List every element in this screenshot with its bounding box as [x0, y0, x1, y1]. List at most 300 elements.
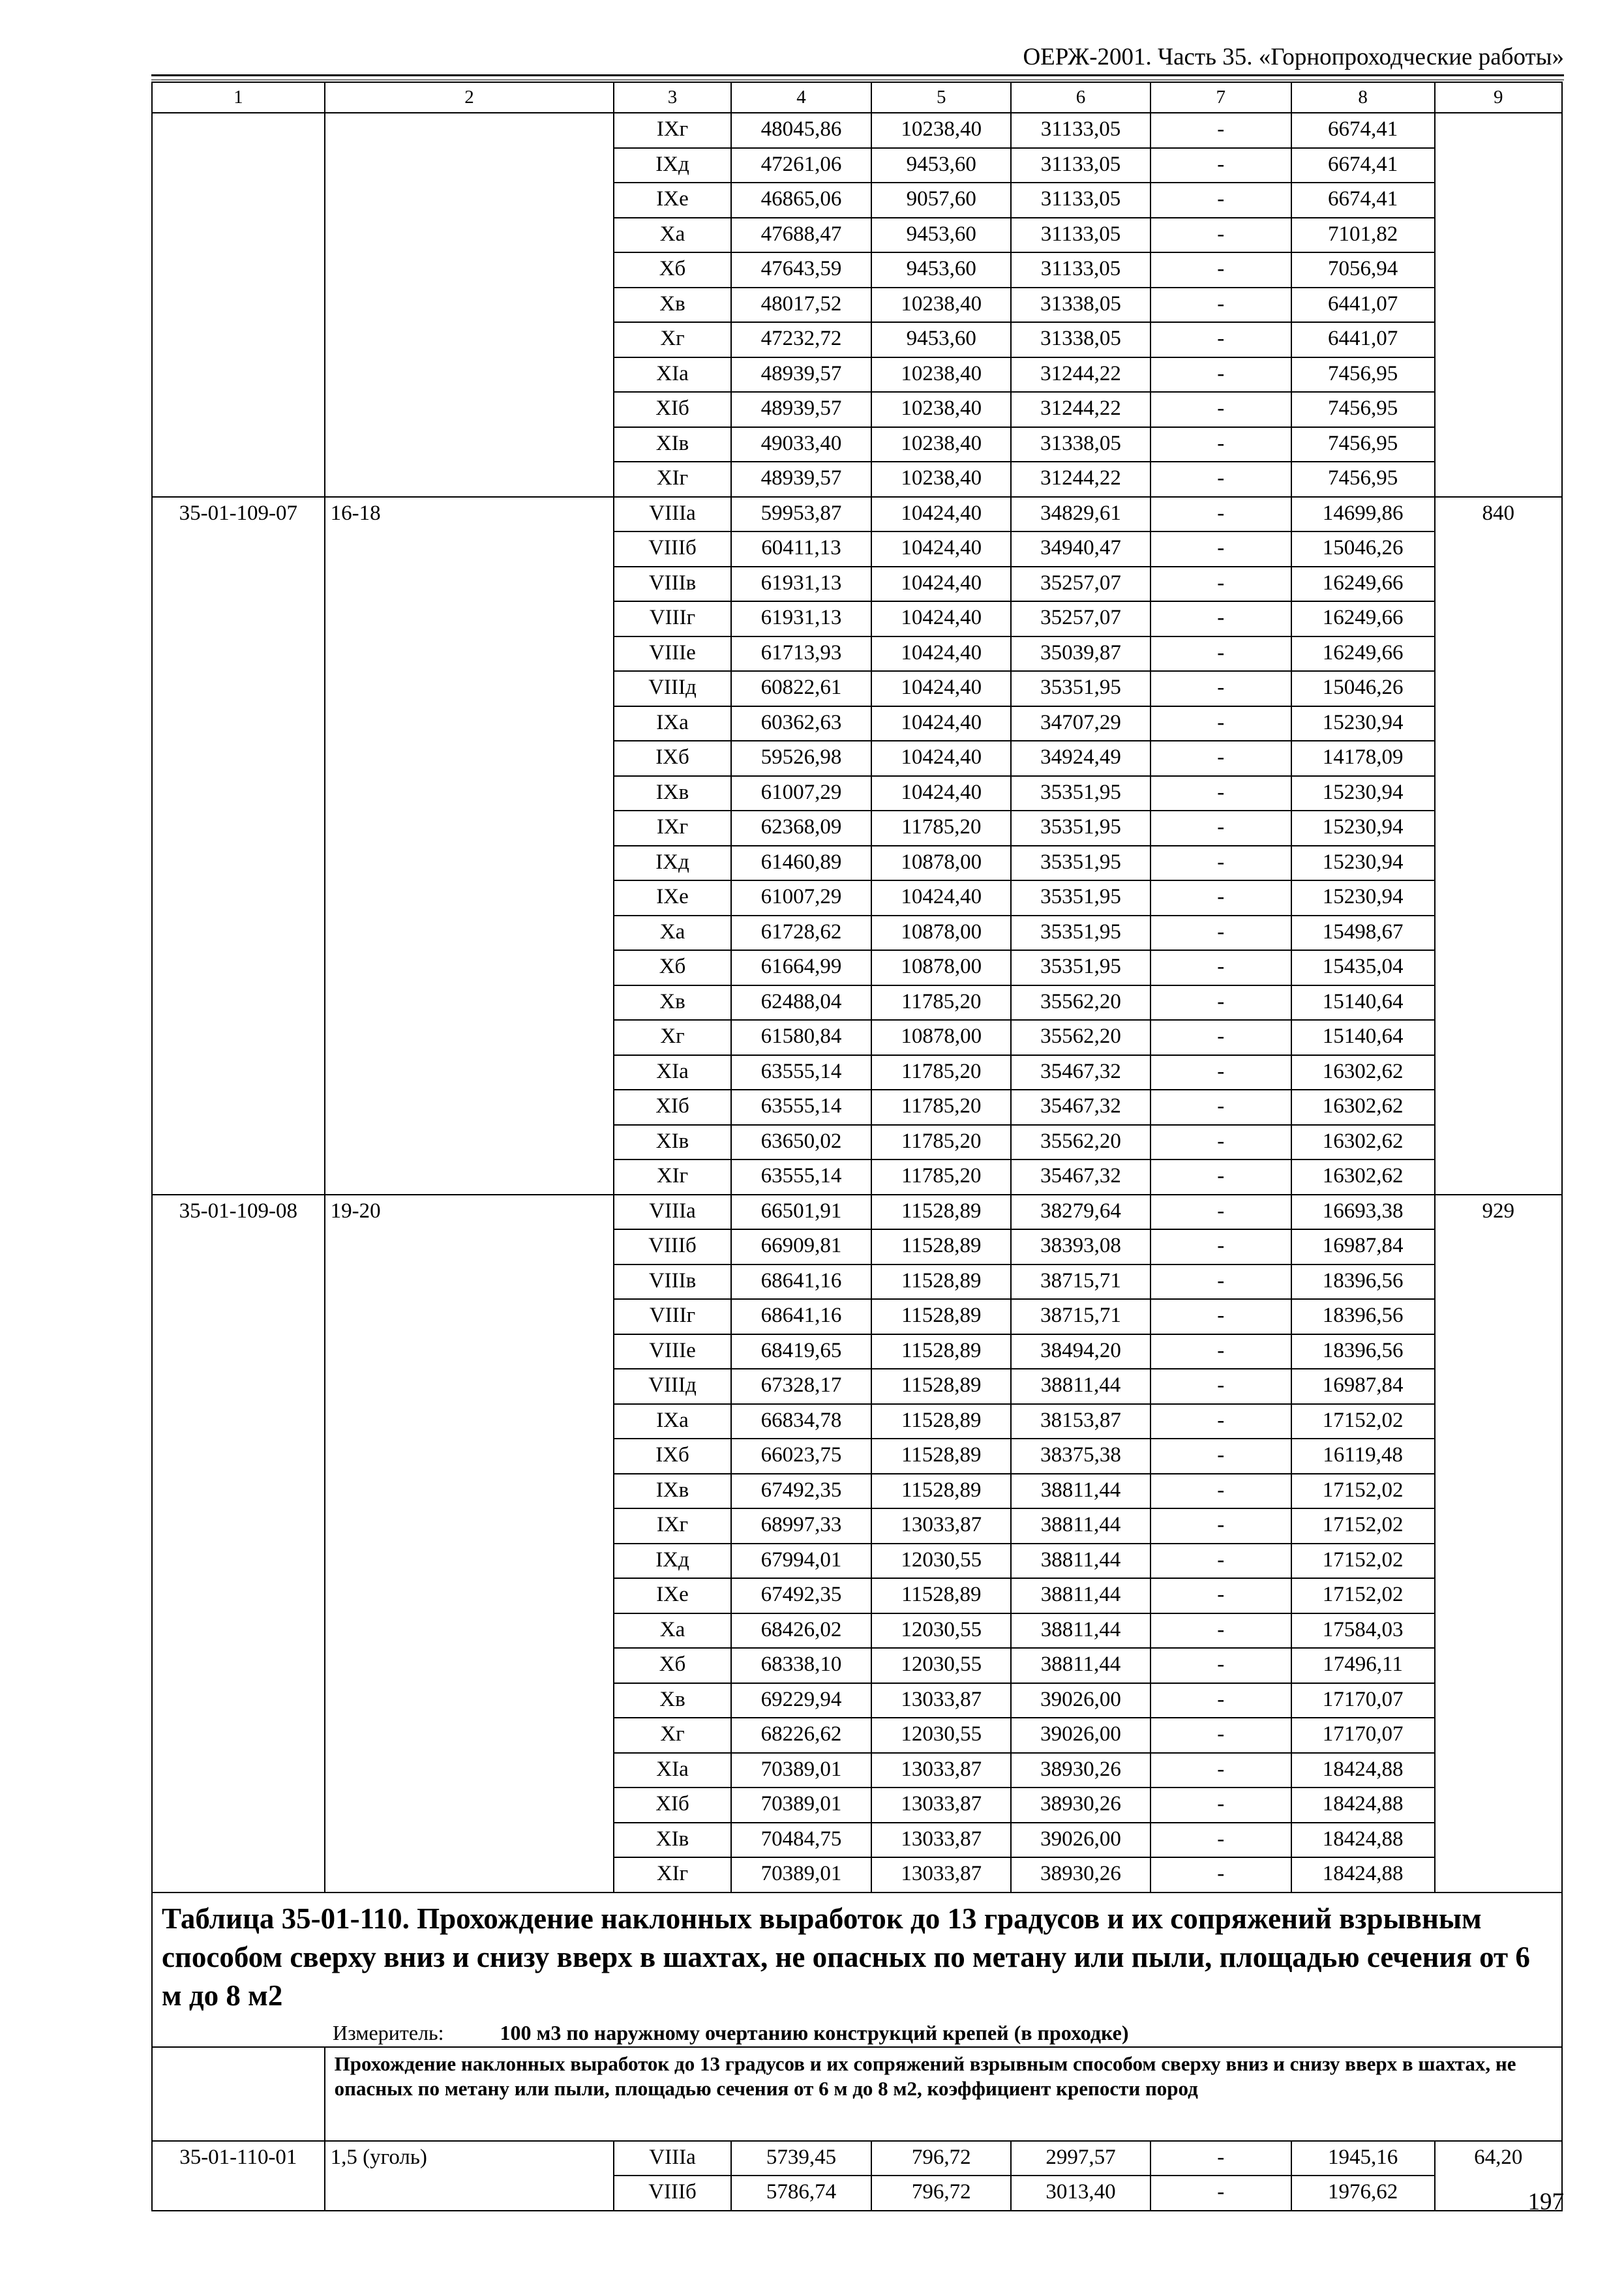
- section-class-cell: IXб: [614, 741, 730, 776]
- machines-cell: 34829,61: [1011, 497, 1150, 532]
- materials-cost-cell: 16249,66: [1291, 601, 1435, 636]
- wages-cell: 796,72: [871, 2141, 1011, 2176]
- machinists-wages-cell: -: [1150, 1195, 1291, 1230]
- machines-cell: 31133,05: [1011, 148, 1150, 183]
- wages-cell: 13033,87: [871, 1508, 1011, 1544]
- section-class-cell: IXе: [614, 880, 730, 916]
- machinists-wages-cell: -: [1150, 462, 1291, 497]
- table-row: [152, 2141, 1562, 2176]
- materials-cost-cell: 18424,88: [1291, 1823, 1435, 1858]
- section-class-cell: Xб: [614, 1648, 730, 1683]
- total-cost-cell: 60822,61: [731, 671, 872, 706]
- total-cost-cell: 61931,13: [731, 601, 872, 636]
- materials-cost-cell: 18424,88: [1291, 1753, 1435, 1788]
- materials-cost-cell: 15435,04: [1291, 950, 1435, 985]
- materials-cost-cell: 15230,94: [1291, 706, 1435, 741]
- section-class-cell: XIб: [614, 392, 730, 427]
- total-cost-cell: 46865,06: [731, 183, 872, 218]
- table-title-row: [152, 1893, 1562, 2047]
- wages-cell: 11785,20: [871, 1159, 1011, 1195]
- machinists-wages-cell: -: [1150, 950, 1291, 985]
- materials-cost-cell: 15046,26: [1291, 671, 1435, 706]
- total-cost-cell: 66909,81: [731, 1229, 872, 1264]
- wages-cell: 11785,20: [871, 1055, 1011, 1090]
- wages-cell: 11528,89: [871, 1474, 1011, 1509]
- total-cost-cell: 61664,99: [731, 950, 872, 985]
- section-class-cell: Xб: [614, 252, 730, 288]
- total-cost-cell: 68419,65: [731, 1334, 872, 1369]
- section-class-cell: IXб: [614, 1439, 730, 1474]
- machinists-wages-cell: -: [1150, 601, 1291, 636]
- total-cost-cell: 47261,06: [731, 148, 872, 183]
- machinists-wages-cell: -: [1150, 1439, 1291, 1474]
- materials-cost-cell: 17496,11: [1291, 1648, 1435, 1683]
- total-cost-cell: 68426,02: [731, 1613, 872, 1649]
- total-cost-cell: 48045,86: [731, 113, 872, 148]
- machinists-wages-cell: -: [1150, 392, 1291, 427]
- machinists-wages-cell: -: [1150, 1055, 1291, 1090]
- materials-cost-cell: 18396,56: [1291, 1334, 1435, 1369]
- wages-cell: 10878,00: [871, 916, 1011, 951]
- materials-cost-cell: 17152,02: [1291, 1544, 1435, 1579]
- machines-cell: 38811,44: [1011, 1648, 1150, 1683]
- total-cost-cell: 67492,35: [731, 1578, 872, 1613]
- machines-cell: 38811,44: [1011, 1613, 1150, 1649]
- machinists-wages-cell: -: [1150, 252, 1291, 288]
- total-cost-cell: 62368,09: [731, 811, 872, 846]
- materials-cost-cell: 16302,62: [1291, 1125, 1435, 1160]
- section-class-cell: IXе: [614, 1578, 730, 1613]
- materials-cost-cell: 17152,02: [1291, 1508, 1435, 1544]
- machines-cell: 38930,26: [1011, 1857, 1150, 1893]
- materials-cost-cell: 16119,48: [1291, 1439, 1435, 1474]
- wages-cell: 10238,40: [871, 288, 1011, 323]
- materials-cost-cell: 18396,56: [1291, 1299, 1435, 1334]
- machinists-wages-cell: -: [1150, 671, 1291, 706]
- wages-cell: 11528,89: [871, 1369, 1011, 1404]
- rate-code-cell: 35-01-110-01: [152, 2141, 325, 2211]
- wages-cell: 10878,00: [871, 1020, 1011, 1055]
- section-class-cell: IXв: [614, 776, 730, 811]
- column-number: 9: [1435, 82, 1563, 113]
- wages-cell: 12030,55: [871, 1613, 1011, 1649]
- machinists-wages-cell: -: [1150, 2141, 1291, 2176]
- machines-cell: 38494,20: [1011, 1334, 1150, 1369]
- wages-cell: 10238,40: [871, 427, 1011, 462]
- machines-cell: 35562,20: [1011, 1125, 1150, 1160]
- column-number: 8: [1291, 82, 1435, 113]
- labor-cost-cell: 64,20: [1435, 2141, 1563, 2211]
- materials-cost-cell: 16302,62: [1291, 1090, 1435, 1125]
- rate-code-cell: 35-01-109-08: [152, 1195, 325, 1893]
- machines-cell: 38715,71: [1011, 1299, 1150, 1334]
- table-title: Таблица 35-01-110. Прохождение наклонных выработок до 13 градусов и их сопряжений взрывным способом сверху вниз и снизу вверх в шахтах, не опасных по метану или пыли, площадью сечения от 6 м до 8 м2: [162, 1902, 1530, 2012]
- machines-cell: 38153,87: [1011, 1404, 1150, 1439]
- total-cost-cell: 70389,01: [731, 1857, 872, 1893]
- unit-label: Измеритель:: [333, 2020, 444, 2044]
- total-cost-cell: 67328,17: [731, 1369, 872, 1404]
- total-cost-cell: 67994,01: [731, 1544, 872, 1579]
- section-class-cell: Xг: [614, 1718, 730, 1753]
- rock-category-cell: 16-18: [325, 497, 614, 1195]
- machinists-wages-cell: -: [1150, 1648, 1291, 1683]
- materials-cost-cell: 16987,84: [1291, 1369, 1435, 1404]
- section-class-cell: IXе: [614, 183, 730, 218]
- column-number-row: [152, 82, 1562, 113]
- materials-cost-cell: 17152,02: [1291, 1578, 1435, 1613]
- table-row: [152, 1195, 1562, 1230]
- wages-cell: 10238,40: [871, 462, 1011, 497]
- wages-cell: 10424,40: [871, 880, 1011, 916]
- materials-cost-cell: 18396,56: [1291, 1264, 1435, 1300]
- machines-cell: 2997,57: [1011, 2141, 1150, 2176]
- column-number: 2: [325, 82, 614, 113]
- materials-cost-cell: 14699,86: [1291, 497, 1435, 532]
- total-cost-cell: 47688,47: [731, 218, 872, 253]
- wages-cell: 11785,20: [871, 1090, 1011, 1125]
- labor-cost-cell: 929: [1435, 1195, 1563, 1893]
- section-class-cell: XIг: [614, 462, 730, 497]
- materials-cost-cell: 15046,26: [1291, 531, 1435, 567]
- section-class-cell: IXг: [614, 113, 730, 148]
- wages-cell: 13033,87: [871, 1823, 1011, 1858]
- section-class-cell: Xв: [614, 985, 730, 1021]
- total-cost-cell: 70484,75: [731, 1823, 872, 1858]
- machines-cell: 31133,05: [1011, 252, 1150, 288]
- machines-cell: 31338,05: [1011, 322, 1150, 357]
- machinists-wages-cell: -: [1150, 1229, 1291, 1264]
- total-cost-cell: 63555,14: [731, 1055, 872, 1090]
- wages-cell: 10238,40: [871, 357, 1011, 393]
- wages-cell: 10424,40: [871, 601, 1011, 636]
- wages-cell: 11528,89: [871, 1299, 1011, 1334]
- section-class-cell: VIIIе: [614, 636, 730, 672]
- wages-cell: 10424,40: [871, 636, 1011, 672]
- machinists-wages-cell: -: [1150, 636, 1291, 672]
- machines-cell: 38930,26: [1011, 1788, 1150, 1823]
- total-cost-cell: 69229,94: [731, 1683, 872, 1718]
- machines-cell: 34940,47: [1011, 531, 1150, 567]
- total-cost-cell: 68997,33: [731, 1508, 872, 1544]
- machines-cell: 35351,95: [1011, 950, 1150, 985]
- materials-cost-cell: 16987,84: [1291, 1229, 1435, 1264]
- total-cost-cell: 66834,78: [731, 1404, 872, 1439]
- wages-cell: 11528,89: [871, 1229, 1011, 1264]
- machinists-wages-cell: -: [1150, 1299, 1291, 1334]
- table-body: [152, 82, 1562, 2211]
- machines-cell: 38811,44: [1011, 1508, 1150, 1544]
- machines-cell: 35467,32: [1011, 1055, 1150, 1090]
- machines-cell: 35257,07: [1011, 567, 1150, 602]
- machines-cell: 38811,44: [1011, 1544, 1150, 1579]
- materials-cost-cell: 15140,64: [1291, 1020, 1435, 1055]
- wages-cell: 9453,60: [871, 252, 1011, 288]
- machines-cell: 38375,38: [1011, 1439, 1150, 1474]
- materials-cost-cell: 6441,07: [1291, 322, 1435, 357]
- section-class-cell: IXг: [614, 1508, 730, 1544]
- wages-cell: 10424,40: [871, 567, 1011, 602]
- machinists-wages-cell: -: [1150, 1020, 1291, 1055]
- total-cost-cell: 63555,14: [731, 1159, 872, 1195]
- section-class-cell: VIIIв: [614, 567, 730, 602]
- wages-cell: 10424,40: [871, 776, 1011, 811]
- section-class-cell: VIIIд: [614, 671, 730, 706]
- machines-cell: 39026,00: [1011, 1683, 1150, 1718]
- wages-cell: 11528,89: [871, 1264, 1011, 1300]
- table-row: [152, 497, 1562, 532]
- materials-cost-cell: 14178,09: [1291, 741, 1435, 776]
- machinists-wages-cell: -: [1150, 1264, 1291, 1300]
- wages-cell: 13033,87: [871, 1683, 1011, 1718]
- total-cost-cell: 5786,74: [731, 2176, 872, 2211]
- wages-cell: 10424,40: [871, 531, 1011, 567]
- machinists-wages-cell: -: [1150, 113, 1291, 148]
- wages-cell: 12030,55: [871, 1718, 1011, 1753]
- materials-cost-cell: 7456,95: [1291, 427, 1435, 462]
- section-class-cell: VIIIа: [614, 1195, 730, 1230]
- wages-cell: 9057,60: [871, 183, 1011, 218]
- section-class-cell: Xв: [614, 1683, 730, 1718]
- labor-cost-cell: 840: [1435, 497, 1563, 1195]
- section-class-cell: XIг: [614, 1159, 730, 1195]
- machinists-wages-cell: -: [1150, 1823, 1291, 1858]
- table-row: [152, 113, 1562, 148]
- wages-cell: 10238,40: [871, 113, 1011, 148]
- machinists-wages-cell: -: [1150, 1474, 1291, 1509]
- section-class-cell: VIIIа: [614, 2141, 730, 2176]
- machinists-wages-cell: -: [1150, 357, 1291, 393]
- materials-cost-cell: 15140,64: [1291, 985, 1435, 1021]
- machinists-wages-cell: -: [1150, 811, 1291, 846]
- machines-cell: 31133,05: [1011, 183, 1150, 218]
- machines-cell: 3013,40: [1011, 2176, 1150, 2211]
- machinists-wages-cell: -: [1150, 1788, 1291, 1823]
- materials-cost-cell: 6674,41: [1291, 113, 1435, 148]
- column-number: 4: [731, 82, 872, 113]
- section-class-cell: IXа: [614, 1404, 730, 1439]
- table-description: Прохождение наклонных выработок до 13 градусов и их сопряжений взрывным способом сверху вниз и снизу вверх в шахтах, не опасных по метану или пыли, площадью сечения от 6 м до 8 м2, коэффициент крепости пород: [325, 2047, 1562, 2141]
- machines-cell: 35351,95: [1011, 846, 1150, 881]
- total-cost-cell: 61460,89: [731, 846, 872, 881]
- total-cost-cell: 60411,13: [731, 531, 872, 567]
- total-cost-cell: 48939,57: [731, 392, 872, 427]
- wages-cell: 796,72: [871, 2176, 1011, 2211]
- materials-cost-cell: 6674,41: [1291, 183, 1435, 218]
- column-number: 7: [1150, 82, 1291, 113]
- total-cost-cell: 48017,52: [731, 288, 872, 323]
- machines-cell: 34924,49: [1011, 741, 1150, 776]
- total-cost-cell: 48939,57: [731, 357, 872, 393]
- machinists-wages-cell: -: [1150, 1125, 1291, 1160]
- machines-cell: 38811,44: [1011, 1578, 1150, 1613]
- machines-cell: 38811,44: [1011, 1369, 1150, 1404]
- machines-cell: 35351,95: [1011, 811, 1150, 846]
- machines-cell: 35257,07: [1011, 601, 1150, 636]
- machinists-wages-cell: -: [1150, 846, 1291, 881]
- section-class-cell: VIIIв: [614, 1264, 730, 1300]
- materials-cost-cell: 16302,62: [1291, 1159, 1435, 1195]
- total-cost-cell: 60362,63: [731, 706, 872, 741]
- machines-cell: 31133,05: [1011, 113, 1150, 148]
- wages-cell: 12030,55: [871, 1544, 1011, 1579]
- wages-cell: 10238,40: [871, 392, 1011, 427]
- machinists-wages-cell: -: [1150, 1369, 1291, 1404]
- wages-cell: 12030,55: [871, 1648, 1011, 1683]
- materials-cost-cell: 17152,02: [1291, 1474, 1435, 1509]
- machinists-wages-cell: -: [1150, 567, 1291, 602]
- machinists-wages-cell: -: [1150, 1334, 1291, 1369]
- section-class-cell: IXг: [614, 811, 730, 846]
- materials-cost-cell: 7101,82: [1291, 218, 1435, 253]
- section-class-cell: XIа: [614, 1753, 730, 1788]
- total-cost-cell: 61007,29: [731, 880, 872, 916]
- wages-cell: 11785,20: [871, 1125, 1011, 1160]
- section-class-cell: XIв: [614, 1823, 730, 1858]
- total-cost-cell: 5739,45: [731, 2141, 872, 2176]
- machines-cell: 31244,22: [1011, 392, 1150, 427]
- machinists-wages-cell: -: [1150, 776, 1291, 811]
- machinists-wages-cell: -: [1150, 531, 1291, 567]
- machines-cell: 38811,44: [1011, 1474, 1150, 1509]
- materials-cost-cell: 15498,67: [1291, 916, 1435, 951]
- total-cost-cell: 66023,75: [731, 1439, 872, 1474]
- materials-cost-cell: 6441,07: [1291, 288, 1435, 323]
- machines-cell: 39026,00: [1011, 1718, 1150, 1753]
- machinists-wages-cell: -: [1150, 741, 1291, 776]
- machinists-wages-cell: -: [1150, 1578, 1291, 1613]
- section-class-cell: VIIIа: [614, 497, 730, 532]
- total-cost-cell: 49033,40: [731, 427, 872, 462]
- total-cost-cell: 63650,02: [731, 1125, 872, 1160]
- materials-cost-cell: 7056,94: [1291, 252, 1435, 288]
- section-class-cell: IXд: [614, 846, 730, 881]
- total-cost-cell: 68641,16: [731, 1264, 872, 1300]
- wages-cell: 11528,89: [871, 1195, 1011, 1230]
- machines-cell: 35562,20: [1011, 1020, 1150, 1055]
- machinists-wages-cell: -: [1150, 288, 1291, 323]
- materials-cost-cell: 7456,95: [1291, 462, 1435, 497]
- total-cost-cell: 70389,01: [731, 1788, 872, 1823]
- total-cost-cell: 68338,10: [731, 1648, 872, 1683]
- machines-cell: 34707,29: [1011, 706, 1150, 741]
- total-cost-cell: 47232,72: [731, 322, 872, 357]
- materials-cost-cell: 16249,66: [1291, 567, 1435, 602]
- total-cost-cell: 61007,29: [731, 776, 872, 811]
- document-title: ОЕРЖ-2001. Часть 35. «Горнопроходческие работы»: [1023, 44, 1564, 70]
- machinists-wages-cell: -: [1150, 985, 1291, 1021]
- machines-cell: 38393,08: [1011, 1229, 1150, 1264]
- machinists-wages-cell: -: [1150, 1753, 1291, 1788]
- column-number: 3: [614, 82, 730, 113]
- unit-line: [162, 2019, 1552, 2046]
- machinists-wages-cell: -: [1150, 427, 1291, 462]
- section-class-cell: XIа: [614, 357, 730, 393]
- machinists-wages-cell: -: [1150, 1718, 1291, 1753]
- wages-cell: 13033,87: [871, 1857, 1011, 1893]
- wages-cell: 9453,60: [871, 148, 1011, 183]
- wages-cell: 11785,20: [871, 985, 1011, 1021]
- materials-cost-cell: 6674,41: [1291, 148, 1435, 183]
- section-class-cell: VIIIб: [614, 1229, 730, 1264]
- materials-cost-cell: 1945,16: [1291, 2141, 1435, 2176]
- total-cost-cell: 68226,62: [731, 1718, 872, 1753]
- materials-cost-cell: 17170,07: [1291, 1683, 1435, 1718]
- rock-category-cell: 1,5 (уголь): [325, 2141, 614, 2211]
- wages-cell: 9453,60: [871, 322, 1011, 357]
- wages-cell: 10424,40: [871, 706, 1011, 741]
- wages-cell: 11528,89: [871, 1439, 1011, 1474]
- machinists-wages-cell: -: [1150, 1857, 1291, 1893]
- materials-cost-cell: 15230,94: [1291, 776, 1435, 811]
- materials-cost-cell: 7456,95: [1291, 392, 1435, 427]
- machines-cell: 38279,64: [1011, 1195, 1150, 1230]
- section-class-cell: VIIIг: [614, 1299, 730, 1334]
- total-cost-cell: 47643,59: [731, 252, 872, 288]
- unit-value: 100 м3 по наружному очертанию конструкций крепей (в проходке): [500, 2020, 1129, 2044]
- materials-cost-cell: 16249,66: [1291, 636, 1435, 672]
- section-class-cell: XIг: [614, 1857, 730, 1893]
- machinists-wages-cell: -: [1150, 706, 1291, 741]
- machines-cell: 31244,22: [1011, 357, 1150, 393]
- column-number: 6: [1011, 82, 1150, 113]
- price-table: [151, 82, 1563, 2211]
- machinists-wages-cell: -: [1150, 880, 1291, 916]
- total-cost-cell: 66501,91: [731, 1195, 872, 1230]
- wages-cell: 10878,00: [871, 846, 1011, 881]
- section-class-cell: VIIIе: [614, 1334, 730, 1369]
- machines-cell: 35351,95: [1011, 916, 1150, 951]
- machinists-wages-cell: -: [1150, 148, 1291, 183]
- machines-cell: 38930,26: [1011, 1753, 1150, 1788]
- section-class-cell: IXд: [614, 148, 730, 183]
- section-class-cell: XIб: [614, 1788, 730, 1823]
- total-cost-cell: 61728,62: [731, 916, 872, 951]
- wages-cell: 11528,89: [871, 1334, 1011, 1369]
- total-cost-cell: 61713,93: [731, 636, 872, 672]
- section-class-cell: XIв: [614, 1125, 730, 1160]
- machinists-wages-cell: -: [1150, 1508, 1291, 1544]
- machinists-wages-cell: -: [1150, 322, 1291, 357]
- machines-cell: 35351,95: [1011, 671, 1150, 706]
- materials-cost-cell: 17152,02: [1291, 1404, 1435, 1439]
- total-cost-cell: 68641,16: [731, 1299, 872, 1334]
- materials-cost-cell: 17170,07: [1291, 1718, 1435, 1753]
- section-class-cell: VIIIб: [614, 2176, 730, 2211]
- machines-cell: 35351,95: [1011, 776, 1150, 811]
- rock-category-cell: [325, 113, 614, 497]
- total-cost-cell: 59953,87: [731, 497, 872, 532]
- machines-cell: 31244,22: [1011, 462, 1150, 497]
- wages-cell: 13033,87: [871, 1788, 1011, 1823]
- section-class-cell: Xа: [614, 218, 730, 253]
- materials-cost-cell: 15230,94: [1291, 846, 1435, 881]
- section-class-cell: VIIIг: [614, 601, 730, 636]
- section-class-cell: Xб: [614, 950, 730, 985]
- machines-cell: 35351,95: [1011, 880, 1150, 916]
- materials-cost-cell: 15230,94: [1291, 880, 1435, 916]
- labor-cost-cell: [1435, 113, 1563, 497]
- wages-cell: 13033,87: [871, 1753, 1011, 1788]
- machines-cell: 31338,05: [1011, 427, 1150, 462]
- wages-cell: 10424,40: [871, 671, 1011, 706]
- total-cost-cell: 48939,57: [731, 462, 872, 497]
- rate-code-cell: [152, 113, 325, 497]
- machinists-wages-cell: -: [1150, 1613, 1291, 1649]
- table-title-cell: [152, 1893, 1562, 2047]
- total-cost-cell: 62488,04: [731, 985, 872, 1021]
- materials-cost-cell: 18424,88: [1291, 1788, 1435, 1823]
- section-class-cell: Xа: [614, 916, 730, 951]
